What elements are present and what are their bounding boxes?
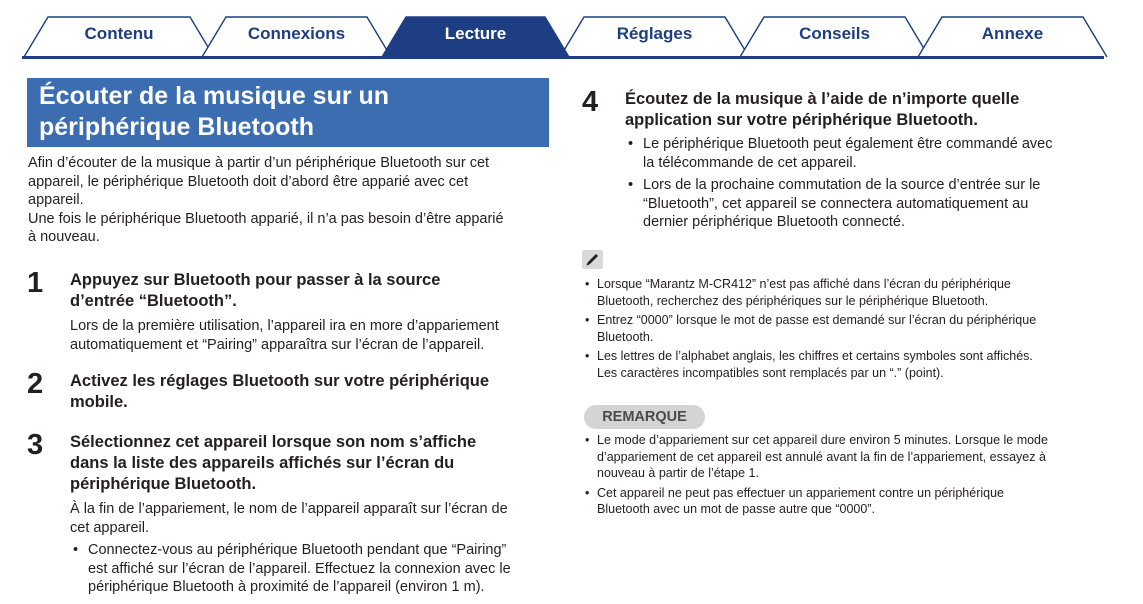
tab-connexions[interactable]: Connexions bbox=[247, 24, 346, 43]
list-item bbox=[584, 276, 1124, 309]
remarque-list bbox=[584, 432, 1124, 521]
pencil-icon bbox=[582, 250, 603, 269]
intro-paragraph bbox=[28, 154, 558, 247]
list-item bbox=[625, 135, 1130, 172]
step-1-heading bbox=[70, 270, 550, 312]
bullet-line: • Connectez-vous au périphérique Bluetooth pendant que “Pairing” bbox=[88, 542, 507, 558]
step-3-number: 3 bbox=[27, 429, 44, 461]
intro-line: à nouveau. bbox=[28, 229, 100, 245]
tab-reglages[interactable]: Réglages bbox=[616, 24, 693, 43]
step-heading-line: périphérique Bluetooth. bbox=[70, 475, 257, 493]
section-title-line-1: Écouter de la musique sur un bbox=[39, 82, 390, 110]
note-list bbox=[584, 276, 1124, 384]
list-item bbox=[625, 176, 1130, 232]
step-body-line: Lors de la première utilisation, l’appareil ira en more d’appariement bbox=[70, 318, 499, 334]
intro-line: appareil, le périphérique Bluetooth doit d’abord être apparié avec cet bbox=[28, 173, 469, 190]
bullet-line: “Bluetooth”, cet appareil se connectera automatiquement au bbox=[643, 195, 1029, 212]
bullet-line: périphérique Bluetooth à proximité de l’appareil (environ 1 m). bbox=[88, 579, 485, 595]
step-heading-line: Écoutez de la musique à l’aide de n’importe quelle bbox=[625, 90, 1020, 108]
bullet-line: est affiché sur l’écran de l’appareil. Effectuez la connexion avec le bbox=[88, 560, 511, 577]
step-body-line: cet appareil. bbox=[70, 519, 149, 536]
note-line: • Les lettres de l’alphabet anglais, les chiffres et certains symboles sont affichés. bbox=[597, 349, 1033, 363]
section-title bbox=[27, 78, 549, 147]
note-line: Les caractères incompatibles sont remplacés par un “.” (point). bbox=[597, 365, 944, 380]
step-3-body bbox=[70, 500, 555, 537]
step-heading-line: Appuyez sur Bluetooth pour passer à la source bbox=[70, 271, 441, 289]
step-4-heading bbox=[625, 89, 1125, 131]
step-2-number: 2 bbox=[27, 368, 44, 400]
list-item bbox=[584, 485, 1124, 518]
step-heading-line: Activez les réglages Bluetooth sur votre périphérique bbox=[70, 372, 490, 390]
list-item bbox=[584, 348, 1124, 381]
tab-bar bbox=[0, 0, 1143, 62]
step-4-bullets bbox=[625, 135, 1130, 232]
bullet-line: la télécommande de cet appareil. bbox=[643, 154, 857, 171]
list-item bbox=[584, 312, 1124, 345]
step-heading-line: dans la liste des appareils affichés sur l’écran du bbox=[70, 454, 455, 472]
remarque-line: • Cet appareil ne peut pas effectuer un appariement contre un périphérique bbox=[597, 485, 1004, 500]
remarque-line: Bluetooth avec un mot de passe autre que “0000”. bbox=[597, 502, 875, 516]
remarque-badge: REMARQUE bbox=[584, 405, 705, 429]
note-line: Bluetooth. bbox=[597, 329, 654, 344]
list-item bbox=[584, 432, 1124, 482]
bullet-line: • Le périphérique Bluetooth peut également être commandé avec bbox=[643, 136, 1053, 152]
remarque-line: • Le mode d’appariement sur cet appareil dure environ 5 minutes. Lorsque le mode bbox=[597, 433, 1048, 447]
note-line: Bluetooth, recherchez des périphériques sur le périphérique Bluetooth. bbox=[597, 293, 989, 308]
intro-line: appareil. bbox=[28, 192, 84, 208]
note-line: • Lorsque “Marantz M-CR412” n’est pas affiché dans l’écran du périphérique bbox=[597, 277, 1011, 291]
step-1-number: 1 bbox=[27, 267, 44, 299]
bullet-line: dernier périphérique Bluetooth connecté. bbox=[643, 214, 905, 230]
intro-line: Afin d’écouter de la musique à partir d’un périphérique Bluetooth sur cet bbox=[28, 155, 490, 171]
step-heading-line: Sélectionnez cet appareil lorsque son nom s’affiche bbox=[70, 433, 477, 451]
step-2-heading bbox=[70, 371, 550, 413]
tab-conseils[interactable]: Conseils bbox=[799, 24, 870, 43]
list-item bbox=[70, 541, 560, 597]
step-heading-line: mobile. bbox=[70, 393, 128, 411]
step-1-body bbox=[70, 317, 550, 354]
step-3-bullets bbox=[70, 541, 560, 597]
tab-contenu[interactable]: Contenu bbox=[84, 24, 154, 43]
bullet-line: • Lors de la prochaine commutation de la source d’entrée sur le bbox=[643, 177, 1041, 193]
note-line: • Entrez “0000” lorsque le mot de passe est demandé sur l’écran du périphérique bbox=[597, 313, 1037, 327]
step-body-line: automatiquement et “Pairing” apparaîtra sur l’écran de l’appareil. bbox=[70, 336, 485, 353]
step-heading-line: d’entrée “Bluetooth”. bbox=[70, 292, 237, 310]
tab-annexe[interactable]: Annexe bbox=[981, 24, 1044, 43]
step-body-line: À la fin de l’appariement, le nom de l’appareil apparaît sur l’écran de bbox=[70, 501, 508, 517]
step-heading-line: application sur votre périphérique Bluetooth. bbox=[625, 111, 978, 129]
tab-lecture[interactable]: Lecture bbox=[444, 24, 507, 43]
remarque-line: nouveau à partir de l’étape 1. bbox=[597, 466, 759, 480]
section-title-line-2: périphérique Bluetooth bbox=[39, 113, 314, 141]
step-4-number: 4 bbox=[582, 86, 599, 118]
step-3-heading bbox=[70, 432, 550, 495]
intro-line: Une fois le périphérique Bluetooth apparié, il n’a pas besoin d’être apparié bbox=[28, 210, 504, 227]
remarque-line: d’appariement de cet appareil est annulé avant la fin de l’appariement, essayez à bbox=[597, 449, 1046, 464]
